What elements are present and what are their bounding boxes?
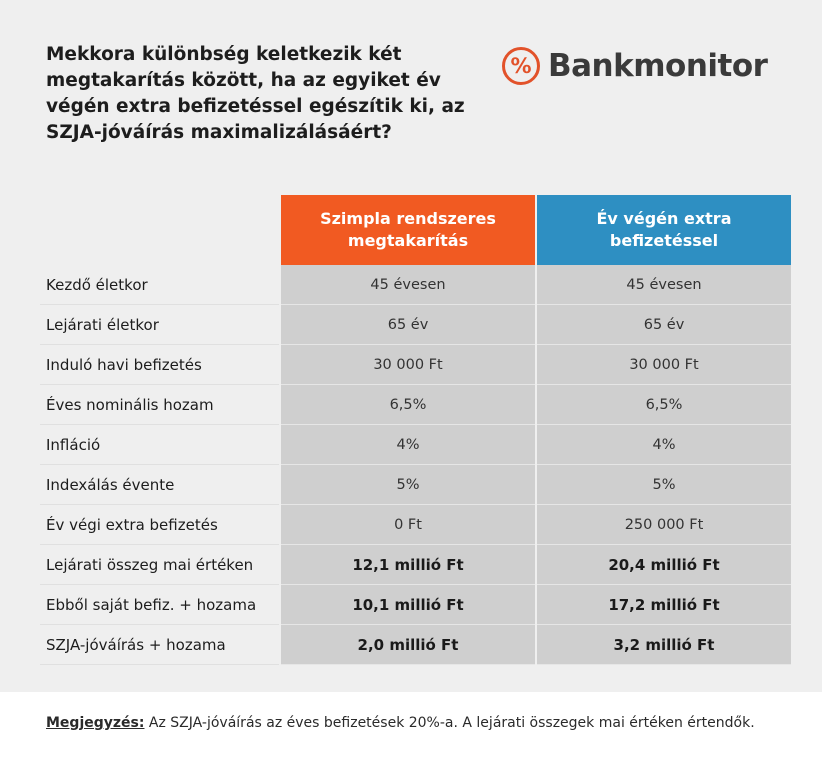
value-regular: 30 000 Ft — [281, 345, 535, 385]
value-regular: 4% — [281, 425, 535, 465]
row-label: Lejárati összeg mai értéken — [40, 545, 279, 585]
value-extra: 6,5% — [537, 385, 791, 425]
footnote-text: Az SZJA-jóváírás az éves befizetések 20%-a. A lejárati összegek mai értéken értendők. — [144, 715, 755, 731]
value-regular: 6,5% — [281, 385, 535, 425]
value-extra: 17,2 millió Ft — [537, 585, 791, 625]
value-extra: 250 000 Ft — [537, 505, 791, 545]
value-regular: 0 Ft — [281, 505, 535, 545]
row-label: Év végi extra befizetés — [40, 505, 279, 545]
value-extra: 20,4 millió Ft — [537, 545, 791, 585]
value-regular: 45 évesen — [281, 265, 535, 305]
row-label: Ebből saját befiz. + hozama — [40, 585, 279, 625]
footnote — [46, 715, 776, 732]
value-extra: 30 000 Ft — [537, 345, 791, 385]
column-header-extra: Év végén extra befizetéssel — [537, 195, 791, 265]
value-extra: 5% — [537, 465, 791, 505]
row-label: Indexálás évente — [40, 465, 279, 505]
brand-name: Bankmonitor — [548, 48, 768, 84]
table-corner — [40, 195, 279, 265]
row-label: Infláció — [40, 425, 279, 465]
row-label: Éves nominális hozam — [40, 385, 279, 425]
value-extra: 4% — [537, 425, 791, 465]
value-regular: 65 év — [281, 305, 535, 345]
brand — [502, 42, 767, 90]
comparison-table — [40, 195, 791, 665]
value-regular: 2,0 millió Ft — [281, 625, 535, 665]
row-label: Induló havi befizetés — [40, 345, 279, 385]
row-label: SZJA-jóváírás + hozama — [40, 625, 279, 665]
value-regular: 12,1 millió Ft — [281, 545, 535, 585]
value-extra: 3,2 millió Ft — [537, 625, 791, 665]
percent-logo-icon: % — [502, 47, 540, 85]
row-label: Kezdő életkor — [40, 265, 279, 305]
value-regular: 5% — [281, 465, 535, 505]
column-header-regular: Szimpla rendszeres megtakarítás — [281, 195, 535, 265]
headline: Mekkora különbség keletkezik két megtakarítás között, ha az egyiket év végén extra befizetéssel egészítik ki, az SZJA-jóváírás maximalizálásáért? — [46, 44, 465, 143]
footnote-lead: Megjegyzés: — [46, 715, 145, 731]
value-regular: 10,1 millió Ft — [281, 585, 535, 625]
value-extra: 45 évesen — [537, 265, 791, 305]
value-extra: 65 év — [537, 305, 791, 345]
row-label: Lejárati életkor — [40, 305, 279, 345]
